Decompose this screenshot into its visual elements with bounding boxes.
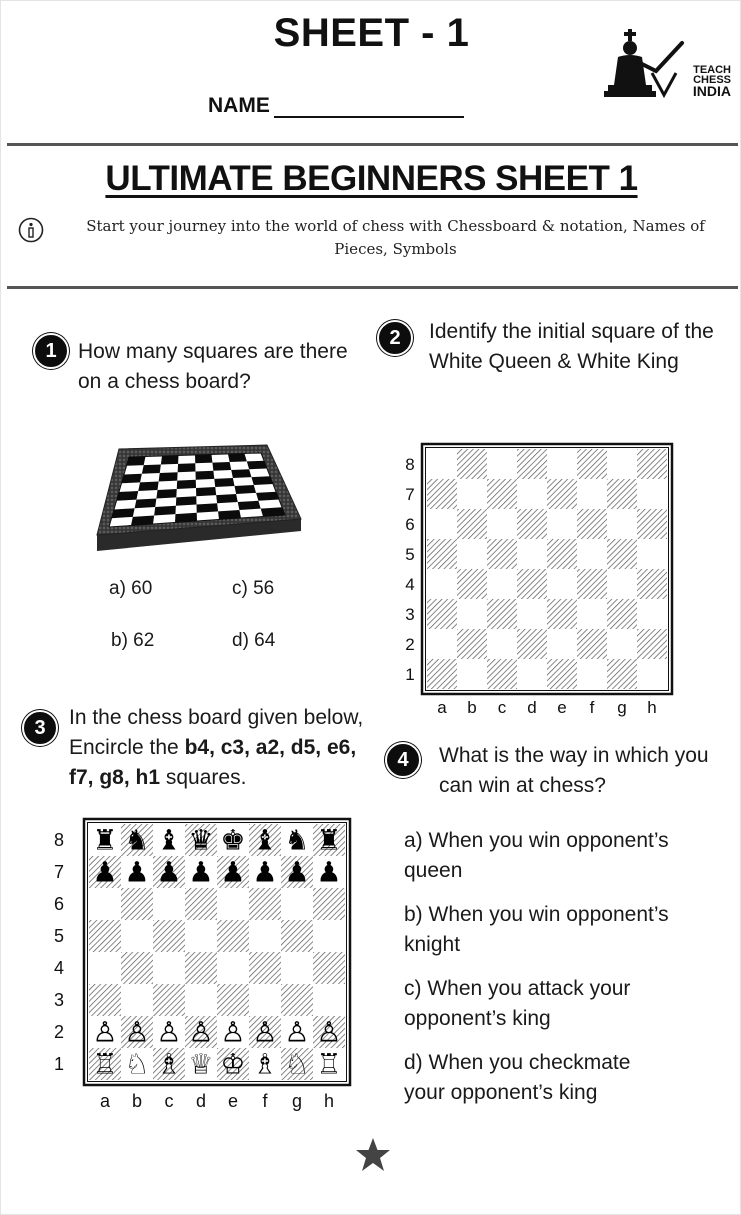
- square-a5[interactable]: [427, 539, 457, 569]
- square-a2[interactable]: [427, 629, 457, 659]
- square-b7[interactable]: [457, 479, 487, 509]
- square-a1[interactable]: [427, 659, 457, 689]
- chess-piece: ♙: [124, 1016, 150, 1048]
- rank-label: 5: [53, 926, 65, 946]
- square-b6[interactable]: [457, 509, 487, 539]
- chess-piece: ♟: [156, 856, 182, 888]
- square-h8[interactable]: [637, 449, 667, 479]
- rank-label: 4: [53, 958, 65, 978]
- file-label: g: [291, 1091, 303, 1111]
- square-e5[interactable]: [217, 920, 249, 952]
- square-f8[interactable]: [577, 449, 607, 479]
- square-h2[interactable]: [637, 629, 667, 659]
- rank-label: 4: [405, 575, 415, 594]
- name-label: NAME: [208, 94, 270, 117]
- file-label: f: [589, 698, 595, 717]
- chess-piece: ♞: [124, 824, 150, 856]
- file-label: b: [131, 1091, 143, 1111]
- file-label: e: [227, 1091, 239, 1111]
- square-d1[interactable]: [517, 659, 547, 689]
- square-a6[interactable]: [427, 509, 457, 539]
- square-e3[interactable]: [547, 599, 577, 629]
- chess-piece: ♝: [156, 824, 182, 856]
- chess-piece: ♙: [92, 1016, 118, 1048]
- chess-piece: ♞: [284, 824, 310, 856]
- header-divider: [7, 143, 738, 146]
- square-h3[interactable]: [637, 599, 667, 629]
- square-d8[interactable]: [517, 449, 547, 479]
- chess-piece: ♟: [220, 856, 246, 888]
- square-f1[interactable]: [577, 659, 607, 689]
- question-2-badge: 2: [377, 320, 413, 356]
- square-e3[interactable]: [217, 984, 249, 1016]
- square-f6[interactable]: [577, 509, 607, 539]
- chess-piece: ♝: [252, 824, 278, 856]
- perspective-chessboard-image: [95, 443, 303, 555]
- square-h6[interactable]: [313, 888, 345, 920]
- chess-piece: ♟: [316, 856, 342, 888]
- square-e8[interactable]: [547, 449, 577, 479]
- chess-piece: ♘: [124, 1048, 150, 1080]
- chess-piece: ♟: [188, 856, 214, 888]
- question-3-text: [69, 703, 369, 793]
- question-1-option-b[interactable]: b) 62: [111, 630, 155, 651]
- square-d4[interactable]: [185, 952, 217, 984]
- square-c7[interactable]: [487, 479, 517, 509]
- square-g6[interactable]: [607, 509, 637, 539]
- chess-piece: ♟: [92, 856, 118, 888]
- intro-text: Start your journey into the world of chess with Chessboard & notation, Names of Pieces, Symbols: [86, 217, 705, 258]
- square-g8[interactable]: [607, 449, 637, 479]
- chess-piece: ♖: [316, 1048, 342, 1080]
- file-label: h: [647, 698, 657, 717]
- square-c6[interactable]: [487, 509, 517, 539]
- rank-label: 5: [405, 545, 415, 564]
- rank-label: 1: [405, 665, 415, 684]
- chess-piece: ♟: [124, 856, 150, 888]
- square-g3[interactable]: [281, 984, 313, 1016]
- file-label: g: [617, 698, 627, 717]
- rank-label: 8: [405, 455, 415, 474]
- name-field: [208, 94, 464, 118]
- square-b4[interactable]: [121, 952, 153, 984]
- question-4-answer-a[interactable]: a) When you win opponent’s queen: [404, 829, 669, 882]
- rank-label: 7: [405, 485, 415, 504]
- square-g7[interactable]: [607, 479, 637, 509]
- square-h4[interactable]: [313, 952, 345, 984]
- file-label: a: [99, 1091, 111, 1111]
- square-b5[interactable]: [121, 920, 153, 952]
- square-b2[interactable]: [457, 629, 487, 659]
- question-1-text: How many squares are there on a chess board?: [78, 340, 348, 393]
- question-1-option-a[interactable]: a) 60: [109, 578, 153, 599]
- chess-piece: ♖: [92, 1048, 118, 1080]
- question-1-option-d[interactable]: d) 64: [232, 630, 276, 651]
- square-f3[interactable]: [577, 599, 607, 629]
- empty-chessboard-diagram: [399, 421, 697, 719]
- square-b6[interactable]: [121, 888, 153, 920]
- square-h3[interactable]: [313, 984, 345, 1016]
- square-f4[interactable]: [249, 952, 281, 984]
- square-h6[interactable]: [637, 509, 667, 539]
- question-3-text-before: In the chess board given below, Encircle the: [69, 706, 364, 759]
- square-b3[interactable]: [457, 599, 487, 629]
- question-3-target-squares: b4, c3, a2, d5, e6, f7, g8, h1: [69, 736, 357, 789]
- file-label: d: [527, 698, 537, 717]
- chess-piece: ♙: [252, 1016, 278, 1048]
- square-a4[interactable]: [89, 952, 121, 984]
- chess-piece: ♟: [252, 856, 278, 888]
- question-4-answer-c[interactable]: c) When you attack your opponent’s king: [404, 977, 631, 1030]
- square-d3[interactable]: [517, 599, 547, 629]
- square-c1[interactable]: [487, 659, 517, 689]
- square-d2[interactable]: [517, 629, 547, 659]
- logo-line-3: INDIA: [692, 83, 731, 99]
- chess-piece: ♗: [252, 1048, 278, 1080]
- square-c8[interactable]: [487, 449, 517, 479]
- file-label: c: [497, 698, 507, 717]
- square-a4[interactable]: [427, 569, 457, 599]
- question-1-badge: 1: [33, 333, 69, 369]
- square-a6[interactable]: [89, 888, 121, 920]
- chess-piece: ♜: [316, 824, 342, 856]
- square-g4[interactable]: [607, 569, 637, 599]
- square-h4[interactable]: [637, 569, 667, 599]
- square-b4[interactable]: [457, 569, 487, 599]
- rank-label: 6: [405, 515, 415, 534]
- square-d7[interactable]: [517, 479, 547, 509]
- square-f4[interactable]: [577, 569, 607, 599]
- square-d6[interactable]: [517, 509, 547, 539]
- square-c5[interactable]: [153, 920, 185, 952]
- square-f7[interactable]: [577, 479, 607, 509]
- square-b1[interactable]: [457, 659, 487, 689]
- chess-piece: ♙: [220, 1016, 246, 1048]
- square-d3[interactable]: [185, 984, 217, 1016]
- chess-piece: ♙: [156, 1016, 182, 1048]
- starting-position-chessboard-diagram: [45, 796, 363, 1114]
- file-label: d: [195, 1091, 207, 1111]
- intro-divider: [7, 286, 738, 289]
- chess-piece: ♗: [156, 1048, 182, 1080]
- file-label: f: [262, 1091, 268, 1111]
- square-c4[interactable]: [487, 569, 517, 599]
- square-f6[interactable]: [249, 888, 281, 920]
- square-g6[interactable]: [281, 888, 313, 920]
- rank-label: 8: [53, 830, 65, 850]
- square-e7[interactable]: [547, 479, 577, 509]
- square-f5[interactable]: [249, 920, 281, 952]
- square-e4[interactable]: [217, 952, 249, 984]
- square-b3[interactable]: [121, 984, 153, 1016]
- file-label: a: [437, 698, 447, 717]
- square-c2[interactable]: [487, 629, 517, 659]
- file-label: c: [164, 1091, 174, 1111]
- question-4-answer-b[interactable]: b) When you win opponent’s knight: [404, 903, 669, 956]
- square-h7[interactable]: [637, 479, 667, 509]
- logo-line-2: CHESS: [693, 74, 731, 86]
- square-f3[interactable]: [249, 984, 281, 1016]
- square-c6[interactable]: [153, 888, 185, 920]
- rank-label: 3: [53, 990, 65, 1010]
- chess-piece: ♘: [284, 1048, 310, 1080]
- sheet-title: SHEET - 1: [273, 11, 470, 55]
- square-c4[interactable]: [153, 952, 185, 984]
- question-4-answer-d[interactable]: d) When you checkmate your opponent’s king: [404, 1051, 631, 1104]
- chess-piece: ♕: [188, 1048, 214, 1080]
- square-e1[interactable]: [547, 659, 577, 689]
- rank-label: 2: [405, 635, 415, 654]
- chess-piece: ♙: [316, 1016, 342, 1048]
- square-h5[interactable]: [313, 920, 345, 952]
- square-g3[interactable]: [607, 599, 637, 629]
- square-e2[interactable]: [547, 629, 577, 659]
- square-f2[interactable]: [577, 629, 607, 659]
- rank-label: 7: [53, 862, 65, 882]
- rank-label: 6: [53, 894, 65, 914]
- chess-piece: ♔: [220, 1048, 246, 1080]
- square-d5[interactable]: [185, 920, 217, 952]
- question-3-text-after: squares.: [160, 766, 247, 789]
- square-e6[interactable]: [217, 888, 249, 920]
- square-c5[interactable]: [487, 539, 517, 569]
- chess-piece: ♟: [284, 856, 310, 888]
- square-f5[interactable]: [577, 539, 607, 569]
- square-d6[interactable]: [185, 888, 217, 920]
- square-g4[interactable]: [281, 952, 313, 984]
- square-d4[interactable]: [517, 569, 547, 599]
- square-c3[interactable]: [487, 599, 517, 629]
- square-g1[interactable]: [607, 659, 637, 689]
- square-g5[interactable]: [281, 920, 313, 952]
- square-e5[interactable]: [547, 539, 577, 569]
- square-b8[interactable]: [457, 449, 487, 479]
- square-b5[interactable]: [457, 539, 487, 569]
- square-h1[interactable]: [637, 659, 667, 689]
- square-h5[interactable]: [637, 539, 667, 569]
- info-icon: [18, 217, 44, 243]
- question-2-text: Identify the initial square of the White Queen & White King: [429, 320, 714, 373]
- name-blank-line[interactable]: [274, 98, 464, 118]
- square-d5[interactable]: [517, 539, 547, 569]
- rank-label: 1: [53, 1054, 65, 1074]
- square-e6[interactable]: [547, 509, 577, 539]
- main-title: ULTIMATE BEGINNERS SHEET 1: [105, 159, 638, 198]
- square-g5[interactable]: [607, 539, 637, 569]
- question-4-text: What is the way in which you can win at chess?: [439, 744, 709, 797]
- square-a8[interactable]: [427, 449, 457, 479]
- square-a3[interactable]: [89, 984, 121, 1016]
- star-icon: [353, 1135, 393, 1175]
- rank-label: 2: [53, 1022, 65, 1042]
- logo-line-1: TEACH: [693, 64, 731, 76]
- chess-piece: ♙: [284, 1016, 310, 1048]
- logo-wordmark: [671, 65, 731, 98]
- file-label: e: [557, 698, 567, 717]
- chess-piece: ♚: [220, 824, 246, 856]
- chess-piece: ♙: [188, 1016, 214, 1048]
- square-a5[interactable]: [89, 920, 121, 952]
- square-a3[interactable]: [427, 599, 457, 629]
- chess-piece: ♛: [188, 824, 214, 856]
- question-3-badge: 3: [22, 710, 58, 746]
- square-a7[interactable]: [427, 479, 457, 509]
- file-label: h: [323, 1091, 335, 1111]
- question-1-option-c[interactable]: c) 56: [232, 578, 275, 599]
- rank-label: 3: [405, 605, 415, 624]
- square-e4[interactable]: [547, 569, 577, 599]
- chess-piece: ♜: [92, 824, 118, 856]
- square-g2[interactable]: [607, 629, 637, 659]
- question-4-badge: 4: [385, 742, 421, 778]
- file-label: b: [467, 698, 477, 717]
- square-c3[interactable]: [153, 984, 185, 1016]
